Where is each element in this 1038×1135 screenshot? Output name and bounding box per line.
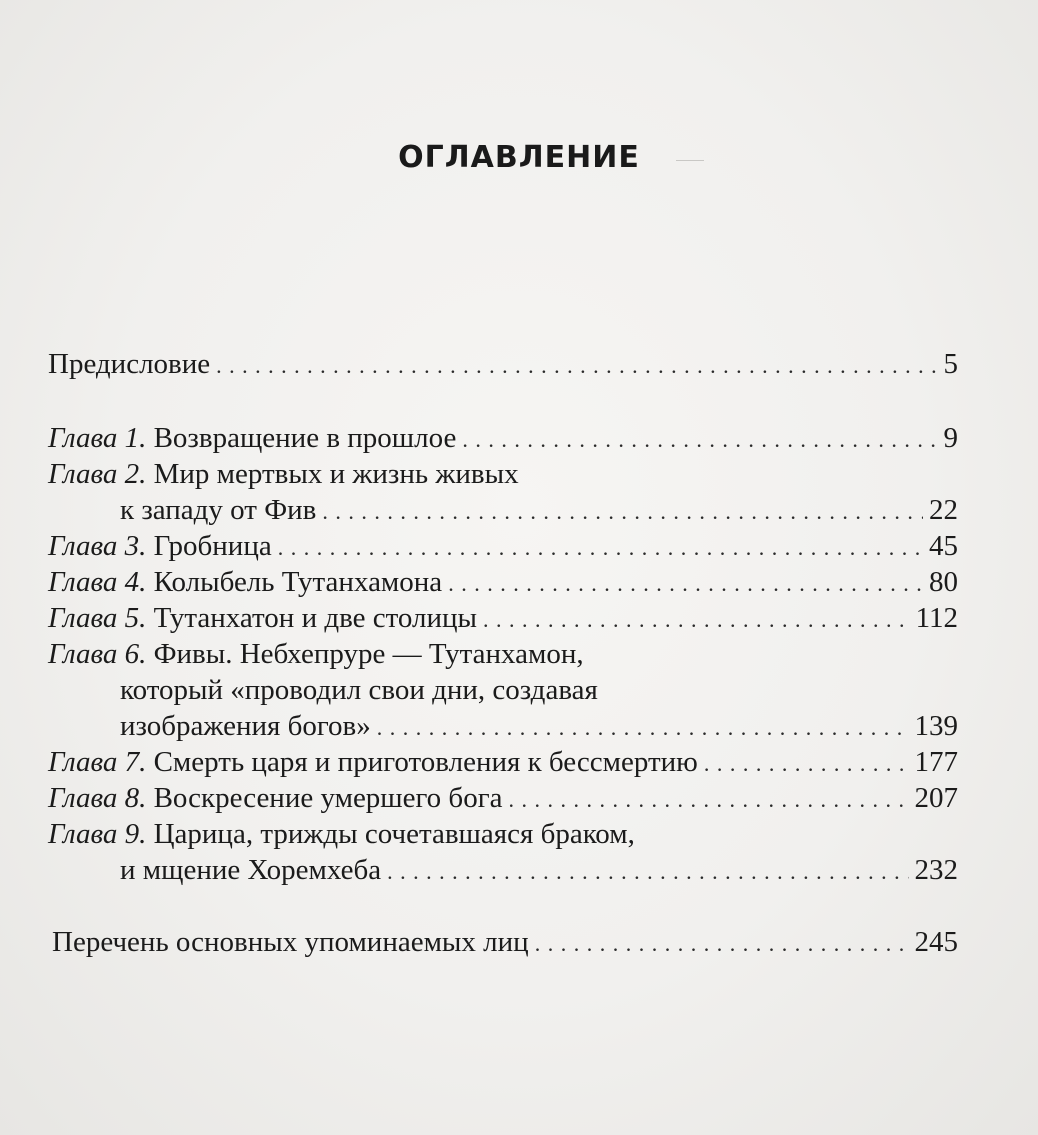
toc-entry-title: Предисловие: [48, 348, 211, 380]
chapter-label: Глава 6.: [48, 638, 147, 670]
toc-page-number: 22: [929, 494, 958, 526]
chapter-label: Глава 4.: [48, 566, 147, 598]
toc-page-number: 207: [914, 782, 958, 814]
toc-entry-title: Колыбель Тутанхамона: [153, 566, 443, 598]
toc-entry-title: Перечень основных упоминаемых лиц: [52, 926, 529, 958]
toc-entry-title: Гробница: [153, 530, 272, 562]
toc-entry-chapter-2-cont: [48, 492, 958, 528]
dot-leader: [508, 780, 908, 818]
toc-page-number: 9: [943, 422, 958, 454]
dot-leader: [377, 708, 909, 746]
dot-leader: [322, 492, 923, 530]
dot-leader: [448, 564, 923, 602]
toc-entry-chapter-5: [48, 600, 958, 636]
toc-entry-chapter-7: [48, 744, 958, 780]
toc-entry-chapter-2: [48, 456, 958, 492]
toc-entry-chapter-9: [48, 816, 958, 852]
toc-entry-title: к западу от Фив: [120, 494, 317, 526]
toc-entry-title: Фивы. Небхепруре — Тутанхамон,: [153, 638, 584, 670]
chapter-label: Глава 3.: [48, 530, 147, 562]
toc-entry-chapter-1: [48, 420, 958, 456]
toc-entry-title: который «проводил свои дни, создавая: [120, 674, 598, 706]
chapter-label: Глава 1.: [48, 422, 147, 454]
toc-entry-chapter-3: [48, 528, 958, 564]
toc-page-number: 5: [943, 348, 958, 380]
toc-page-number: 139: [914, 710, 958, 742]
page-title: ОГЛАВЛЕНИЕ: [398, 140, 640, 175]
dot-leader: [462, 420, 937, 458]
toc-entry-title: Воскресение умершего бога: [153, 782, 503, 814]
chapter-label: Глава 9.: [48, 818, 147, 850]
dot-leader: [704, 744, 909, 782]
dot-leader: [535, 924, 909, 962]
toc-entry-title: Царица, трижды сочетавшаяся браком,: [153, 818, 635, 850]
toc-entry-title: изображения богов»: [120, 710, 371, 742]
toc-page-number: 45: [929, 530, 958, 562]
toc-entry-preface: [48, 346, 958, 382]
dot-leader: [216, 346, 937, 384]
toc-entry-persons-index: [48, 924, 958, 960]
toc-page-number: 232: [914, 854, 958, 886]
chapter-label: Глава 7.: [48, 746, 147, 778]
dot-leader: [483, 600, 910, 638]
toc-page-number: 245: [914, 926, 958, 958]
toc-entry-title: Возвращение в прошлое: [153, 422, 457, 454]
chapter-label: Глава 5.: [48, 602, 147, 634]
dot-leader: [387, 852, 908, 890]
bleed-through-dash: [676, 160, 704, 161]
toc-page-number: 80: [929, 566, 958, 598]
toc-entry-chapter-9-cont: [48, 852, 958, 888]
toc-entry-chapter-4: [48, 564, 958, 600]
toc-entry-title: и мщение Хоремхеба: [120, 854, 382, 886]
chapter-label: Глава 8.: [48, 782, 147, 814]
dot-leader: [278, 528, 923, 566]
toc-entry-title: Смерть царя и приготовления к бессмертию: [153, 746, 698, 778]
chapter-label: Глава 2.: [48, 458, 147, 490]
toc-entry-chapter-6-cont-2: [48, 708, 958, 744]
toc-entry-chapter-6-cont-1: [48, 672, 958, 708]
toc-page-number: 112: [915, 602, 958, 634]
toc-entry-title: Мир мертвых и жизнь живых: [153, 458, 519, 490]
toc-entry-chapter-6: [48, 636, 958, 672]
toc-entry-chapter-8: [48, 780, 958, 816]
toc-page-number: 177: [914, 746, 958, 778]
toc-entry-title: Тутанхатон и две столицы: [153, 602, 478, 634]
